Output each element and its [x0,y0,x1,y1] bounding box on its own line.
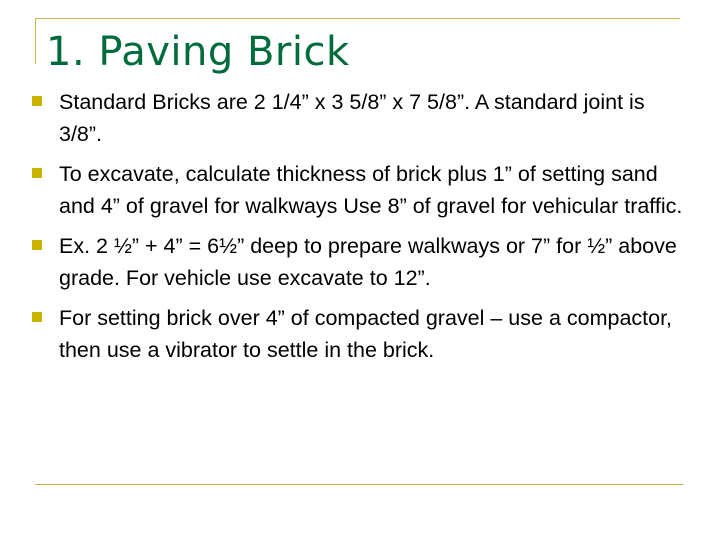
bullet-text: Standard Bricks are 2 1/4” x 3 5/8” x 7 5/8”. A standard joint is 3/8”. [59,90,645,146]
bullet-list [32,86,692,374]
square-bullet-icon [32,96,42,106]
title-top-rule [35,18,680,19]
footer-rule [35,484,683,485]
square-bullet-icon [32,168,42,178]
bullet-item-compacted-gravel [32,302,692,366]
bullet-item-standard-bricks [32,86,692,150]
square-bullet-icon [32,240,42,250]
square-bullet-icon [32,312,42,322]
bullet-text: For setting brick over 4” of compacted gravel – use a compactor, then use a vibrator to settle in the brick. [59,306,673,362]
bullet-text: To excavate, calculate thickness of brick plus 1” of setting sand and 4” of gravel for walkways Use 8” of gravel for vehicular traffic. [59,162,683,218]
bullet-item-example [32,230,692,294]
bullet-item-excavate [32,158,692,222]
bullet-text: Ex. 2 ½” + 4” = 6½” deep to prepare walkways or 7” for ½” above grade. For vehicle use excavate to 12”. [59,234,677,290]
slide-title: 1. Paving Brick [46,29,350,75]
title-left-rule [35,18,36,64]
